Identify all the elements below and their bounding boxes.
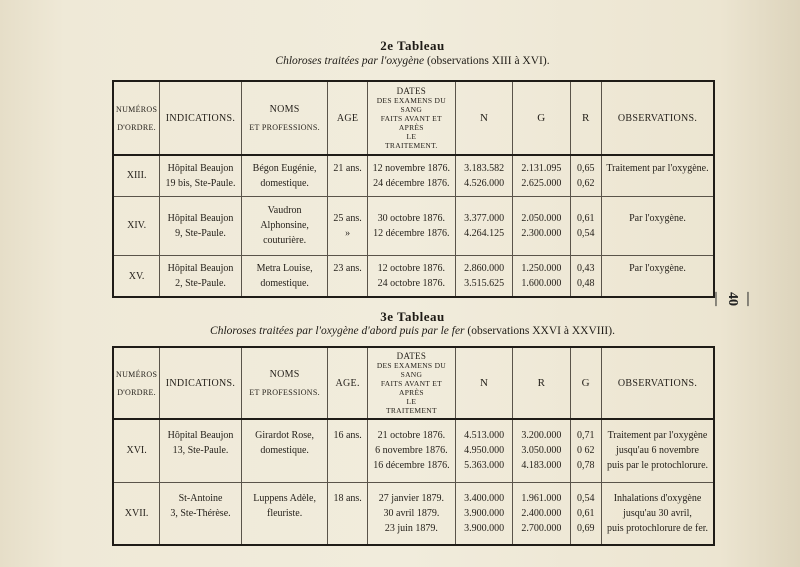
row-dates-line: 12 octobre 1876. [377,263,446,275]
row-age-line [330,506,364,521]
header-age: AGE [328,81,367,155]
row-col-3-line: 0,69 [577,522,595,534]
row-observations-line: jusqu'au 6 novembre [616,445,699,457]
table-row [113,155,714,196]
row-col-3-line: 0,78 [577,460,595,472]
row-name-line [244,521,326,536]
row-indications-line: 13, Ste-Paule. [172,445,229,457]
row-dates-line: 30 octobre 1876. [377,212,446,224]
row-age [328,419,367,482]
row-col-2-line: 2.400.000 [521,507,562,519]
row-observations-line: Traitement par l'oxygène. [606,162,709,174]
row-col-2-line: 2.700.000 [521,522,562,534]
row-age-line [330,276,364,291]
row-col-2 [513,196,570,256]
row-indications [160,256,242,297]
row-col-1-line: 4.264.125 [464,227,505,239]
row-name-line: domestique. [260,445,309,457]
row-col-1 [455,196,512,256]
row-indications-line: Hôpital Beaujon [167,430,234,442]
row-col-1-line: 3.377.000 [464,212,505,224]
row-col-1-line: 3.183.582 [464,162,505,174]
row-col-2-line: 3.200.000 [521,430,562,442]
row-dates-line: 12 décembre 1876. [373,227,450,239]
row-col-2-line: 1.250.000 [521,263,562,275]
row-col-1-line: 4.526.000 [464,177,505,189]
header-noms: NOMS ET PROFESSIONS. [241,81,328,155]
row-name-line: couturière. [263,235,307,247]
row-indications-line: 2, Ste-Paule. [175,278,226,290]
row-col-1-line: 3.900.000 [464,507,505,519]
row-observations-line [604,226,711,241]
row-col-1-line: 4.513.000 [464,430,505,442]
row-col-2-line: 4.183.000 [521,460,562,472]
row-col-3 [570,419,601,482]
row-indications [160,155,242,196]
page-number: — 40 — [709,292,756,306]
row-col-2-line: 2.131.095 [521,162,562,174]
row-col-3-line: 0,71 [577,430,595,442]
row-age-line: 21 ans. [333,162,362,174]
row-number: XV. [113,256,160,297]
row-age [328,256,367,297]
tableau-2-table [112,80,715,298]
row-dates-line: 24 octobre 1876. [377,278,446,290]
row-col-3-line: 0,62 [577,177,595,189]
row-name [241,155,328,196]
row-dates-line: 27 janvier 1879. [378,492,445,504]
row-dates [367,155,455,196]
row-name [241,482,328,545]
header-numeros: NUMÉROS D'ORDRE. [113,347,160,419]
row-col-1-line: 3.900.000 [464,522,505,534]
tableau-3-table [112,346,715,546]
row-col-3-line: 0,54 [577,492,595,504]
row-age-line: 25 ans. [333,212,362,224]
row-dates [367,256,455,297]
row-age [328,482,367,545]
row-observations-line: Par l'oxygène. [629,212,686,224]
row-age [328,155,367,196]
header-age: AGE. [328,347,367,419]
row-name-line: Vaudron Alphonsine, [260,205,309,232]
header-indications: INDICATIONS. [160,347,242,419]
tableau-3-header-row [113,347,714,419]
row-name-line: Girardot Rose, [255,430,315,442]
row-col-3-line: 0,43 [577,263,595,275]
row-col-1 [455,256,512,297]
row-dates-line: 23 juin 1879. [384,522,438,534]
row-col-2 [513,482,570,545]
row-col-2-line: 2.050.000 [521,212,562,224]
header-n: N [455,81,512,155]
row-indications-line: Hôpital Beaujon [167,162,234,174]
tableau-2-subtitle-italic: Chloroses traitées par l'oxygène [275,55,425,67]
row-col-2-line: 3.050.000 [521,445,562,457]
row-name-line: Luppens Adèle, [253,492,316,504]
row-indications-line [162,521,239,536]
row-dates [367,419,455,482]
row-dates-line: 21 octobre 1876. [377,430,446,442]
header-g: G [513,81,570,155]
table-row [113,196,714,256]
row-age-line: 18 ans. [333,492,362,504]
row-age-line: 16 ans. [333,430,362,442]
row-dates-line: 16 décembre 1876. [373,460,450,472]
header-noms: NOMS ET PROFESSIONS. [241,347,328,419]
header-numeros: NUMÉROS D'ORDRE. [113,81,160,155]
row-observations-line: Par l'oxygène. [629,263,686,275]
row-dates-line: 6 novembre 1876. [375,445,448,457]
row-number: XVI. [113,419,160,482]
row-name-line: Bégon Eugénie, [252,162,317,174]
row-age-line: » [345,227,351,239]
header-dates: DATES DES EXAMENS DU SANG FAITS AVANT ET APRÈS LE TRAITEMENT. [367,81,455,155]
row-observations [602,196,714,256]
row-col-1-line: 4.950.000 [464,445,505,457]
row-col-3 [570,196,601,256]
row-col-3-line: 0,61 [577,507,595,519]
row-observations [602,155,714,196]
row-col-2-line: 2.625.000 [521,177,562,189]
row-name [241,256,328,297]
row-col-3-line: 0,65 [577,162,595,174]
row-age [328,196,367,256]
row-col-1 [455,419,512,482]
row-number: XIII. [113,155,160,196]
row-age-line [330,443,364,458]
row-observations-line [604,276,711,291]
header-indications: INDICATIONS. [160,81,242,155]
header-observations: OBSERVATIONS. [602,81,714,155]
row-col-3 [570,482,601,545]
row-col-1 [455,482,512,545]
row-col-3 [570,155,601,196]
table-row [113,419,714,482]
tableau-2-header-row [113,81,714,155]
row-col-1 [455,155,512,196]
row-col-3-line: 0,61 [577,212,595,224]
row-observations [602,419,714,482]
row-col-2-line: 1.600.000 [521,278,562,290]
row-col-1-line: 3.400.000 [464,492,505,504]
row-observations [602,256,714,297]
row-indications-line: St-Antoine [178,492,223,504]
row-indications-line [162,458,239,473]
row-observations-line [604,176,711,191]
row-observations-line: Traitement par l'oxygène [607,430,708,442]
tableau-3-subtitle-rest: (observations XXVI à XXVIII). [464,325,615,337]
header-r: R [570,81,601,155]
row-col-1-line: 2.860.000 [464,263,505,275]
row-name [241,196,328,256]
row-age-line [330,458,364,473]
tableau-2-subtitle-rest: (observations XIII à XVI). [424,55,550,67]
header-g: G [570,347,601,419]
row-col-3-line: 0,48 [577,278,595,290]
tableau-3-subtitle-italic: Chloroses traitées par l'oxygène d'abord puis par le fer [210,325,465,337]
tableau-3-subtitle [0,325,800,337]
row-dates [367,196,455,256]
table-row [113,256,714,297]
row-name-line: Metra Louise, [256,263,313,275]
row-col-1-line: 5.363.000 [464,460,505,472]
table-row [113,482,714,545]
header-n: N [455,347,512,419]
row-col-2 [513,256,570,297]
row-number: XIV. [113,196,160,256]
header-observations: OBSERVATIONS. [602,347,714,419]
row-number: XVII. [113,482,160,545]
header-r: R [513,347,570,419]
row-observations-line: puis par le protochlorure. [606,460,709,472]
row-observations-line: puis protochlorure de fer. [606,522,709,534]
tableau-2-heading: 2e Tableau [380,38,445,53]
row-name-line: fleuriste. [266,507,303,519]
tableau-3-heading: 3e Tableau [380,309,445,324]
row-col-3-line: 0 62 [577,445,595,457]
row-indications [160,482,242,545]
row-age-line [330,176,364,191]
row-indications-line: 3, Ste-Thérèse. [170,507,231,519]
row-dates-line: 24 décembre 1876. [373,177,450,189]
row-age-line: 23 ans. [333,263,362,275]
row-col-3 [570,256,601,297]
row-observations-line: Inhalations d'oxygène [613,492,702,504]
row-col-2-line: 2.300.000 [521,227,562,239]
row-col-1-line: 3.515.625 [464,278,505,290]
row-name-line: domestique. [260,278,309,290]
row-col-2 [513,155,570,196]
row-indications-line: 9, Ste-Paule. [175,227,226,239]
row-dates-line: 30 avril 1879. [383,507,440,519]
row-col-2-line: 1.961.000 [521,492,562,504]
row-observations [602,482,714,545]
row-indications [160,419,242,482]
row-dates [367,482,455,545]
row-name [241,419,328,482]
header-dates: DATES DES EXAMENS DU SANG FAITS AVANT ET APRÈS LE TRAITEMENT [367,347,455,419]
row-col-2 [513,419,570,482]
row-name-line [244,458,326,473]
row-name-line: domestique. [260,177,309,189]
tableau-2-subtitle [0,55,800,67]
row-observations-line: jusqu'au 30 avril, [623,507,692,519]
row-age-line [330,521,364,536]
row-indications [160,196,242,256]
row-dates-line: 12 novembre 1876. [372,162,451,174]
row-col-3-line: 0,54 [577,227,595,239]
row-indications-line: 19 bis, Ste-Paule. [165,177,236,189]
row-indications-line: Hôpital Beaujon [167,263,234,275]
row-indications-line: Hôpital Beaujon [167,212,234,224]
